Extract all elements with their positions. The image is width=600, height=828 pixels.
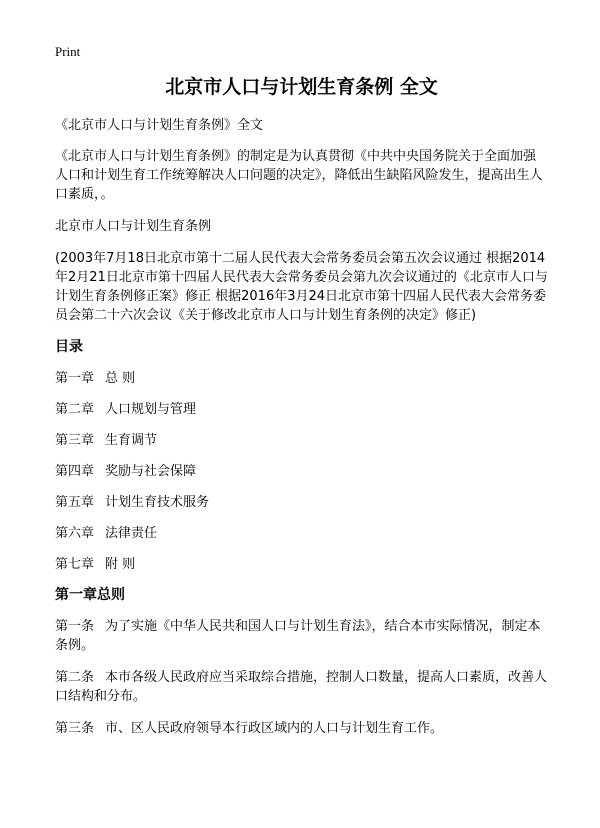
toc-chapter-number: 第六章 bbox=[55, 526, 95, 541]
intro-paragraph: 《北京市人口与计划生育条例》的制定是为认真贯彻《中共中央国务院关于全面加强人口和计划生育工作统筹解决人口问题的决定》，降低出生缺陷风险发生，提高出生人口素质，。 bbox=[55, 149, 543, 202]
toc-chapter-title: 总 则 bbox=[105, 371, 136, 386]
toc-chapter-number: 第二章 bbox=[55, 402, 95, 417]
toc-chapter-number: 第四章 bbox=[55, 464, 95, 479]
toc-chapter-number: 第五章 bbox=[55, 495, 95, 510]
toc-chapter-title: 生育调节 bbox=[105, 433, 158, 448]
toc-chapter-title: 奖励与社会保障 bbox=[105, 464, 197, 479]
page-title: 北京市人口与计划生育条例 全文 bbox=[165, 76, 438, 98]
regulation-name: 北京市人口与计划生育条例 bbox=[55, 219, 212, 234]
document-subtitle: 《北京市人口与计划生育条例》全文 bbox=[55, 118, 264, 133]
toc-chapter-number: 第七章 bbox=[55, 557, 95, 572]
toc-chapter-number: 第一章 bbox=[55, 371, 95, 386]
article-number: 第三条 bbox=[55, 721, 95, 736]
toc-heading: 目录 bbox=[55, 339, 83, 355]
toc-chapter-number: 第三章 bbox=[55, 433, 95, 448]
article-number: 第二条 bbox=[55, 670, 95, 685]
article-paragraph bbox=[55, 617, 548, 655]
article-text: 为了实施《中华人民共和国人口与计划生育法》，结合本市实际情况，制定本条例。 bbox=[55, 619, 541, 653]
print-link[interactable]: Print bbox=[55, 44, 81, 59]
toc-chapter-title: 计划生育技术服务 bbox=[105, 495, 210, 510]
article-text: 本市各级人民政府应当采取综合措施，控制人口数量，提高人口素质，改善人口结构和分布。 bbox=[55, 670, 548, 704]
toc-item bbox=[55, 524, 548, 543]
toc-item bbox=[55, 555, 548, 574]
toc-chapter-title: 人口规划与管理 bbox=[105, 402, 197, 417]
toc-chapter-title: 法律责任 bbox=[105, 526, 158, 541]
toc-item bbox=[55, 493, 548, 512]
article-number: 第一条 bbox=[55, 619, 95, 634]
revision-history: (2003年7月18日北京市第十二届人民代表大会常务委员会第五次会议通过 根据2014年2月21日北京市第十四届人民代表大会常务委员会第九次会议通过的《北京市人口与计划生育条例修正案》修正 根据2016年3月24日北京市第十四届人民代表大会常务委员会第二十六次会议《关于修改北京市人口与计划生育条例的决定》修正) bbox=[55, 251, 548, 323]
toc-item bbox=[55, 400, 548, 419]
toc-chapter-title: 附 则 bbox=[105, 557, 136, 572]
article-text: 市、区人民政府领导本行政区域内的人口与计划生育工作。 bbox=[105, 721, 444, 736]
toc-item bbox=[55, 462, 548, 481]
toc-item bbox=[55, 369, 548, 388]
chapter-heading: 第一章总则 bbox=[55, 587, 125, 603]
article-paragraph bbox=[55, 668, 548, 706]
article-paragraph bbox=[55, 719, 548, 738]
toc-item bbox=[55, 431, 548, 450]
